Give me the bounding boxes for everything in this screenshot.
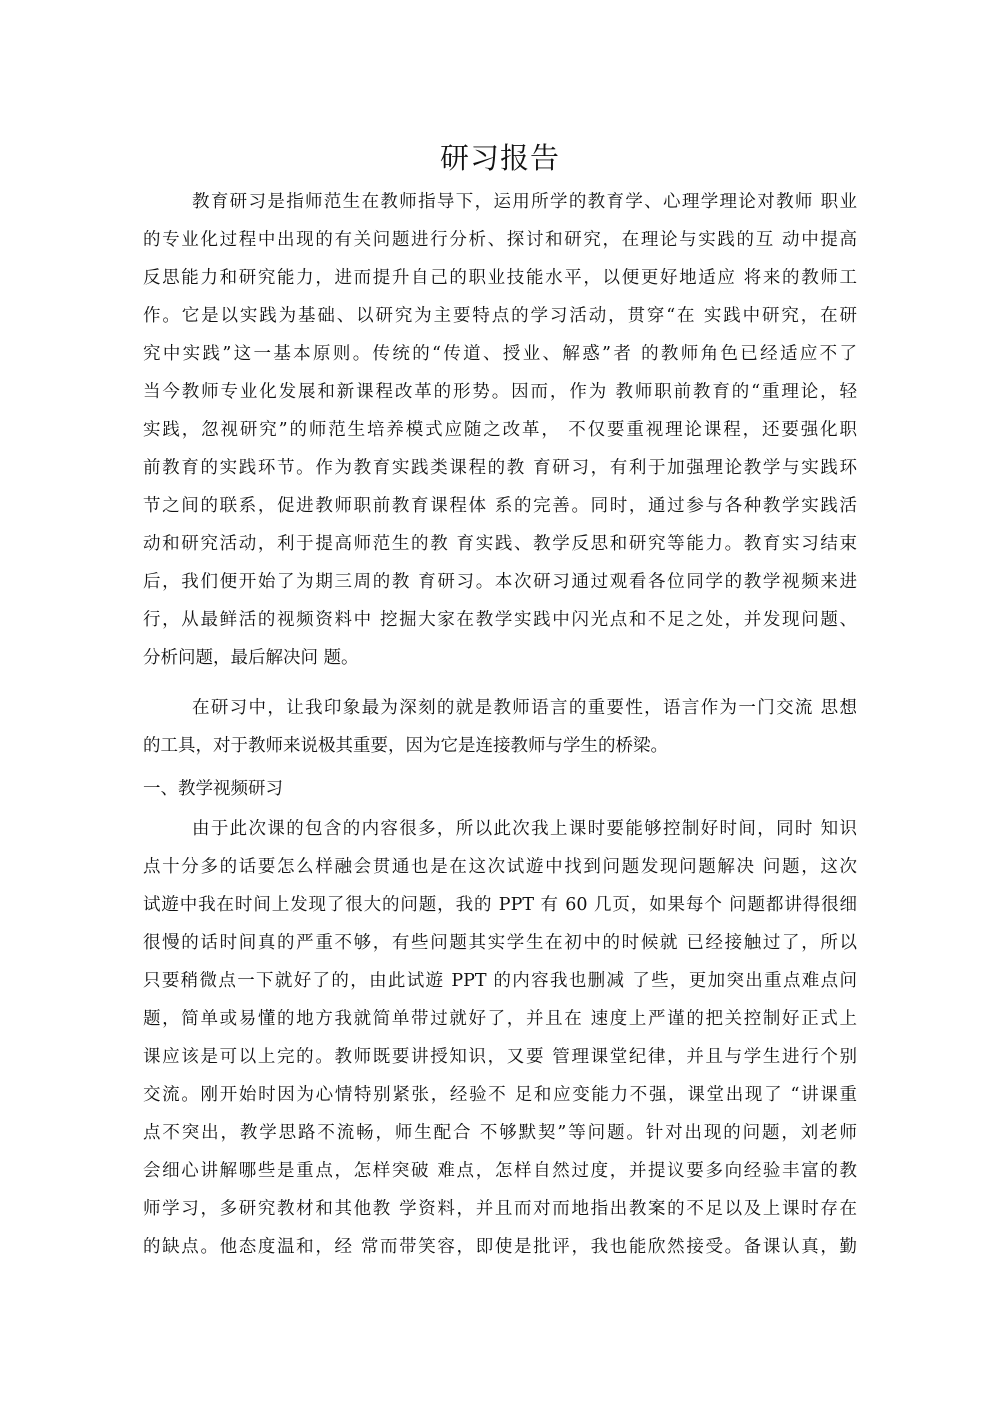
- paragraph-line: 交流。刚开始时因为心情特别紧张，经验不 足和应变能力不强，课堂出现了 “讲课重: [143, 1085, 857, 1105]
- paragraph-line: 教育研习是指师范生在教师指导下，运用所学的教育学、心理学理论对教师 职业: [192, 192, 857, 212]
- paragraph-line: 的工具，对于教师来说极其重要，因为它是连接教师与学生的桥梁。: [143, 736, 668, 756]
- paragraph-line: 实践，忽视研究”的师范生培养模式应随之改革， 不仅要重视理论课程，还要强化职: [143, 420, 857, 440]
- paragraph-line: 会细心讲解哪些是重点，怎样突破 难点，怎样自然过度，并提议要多向经验丰富的教: [143, 1161, 857, 1181]
- paragraph-line: 很慢的话时间真的严重不够，有些问题其实学生在初中的时候就 已经接触过了，所以: [143, 933, 857, 953]
- paragraph-line: 反思能力和研究能力，进而提升自己的职业技能水平，以便更好地适应 将来的教师工: [143, 268, 857, 288]
- paragraph-line: 节之间的联系，促进教师职前教育课程体 系的完善。同时，通过参与各种教学实践活: [143, 496, 857, 516]
- paragraph-line: 前教育的实践环节。作为教育实践类课程的教 育研习，有利于加强理论教学与实践环: [143, 458, 857, 478]
- paragraph-line: 的缺点。他态度温和，经 常而带笑容，即使是批评，我也能欣然接受。备课认真，勤: [143, 1237, 857, 1257]
- paragraph-line: 课应该是可以上完的。教师既要讲授知识，又要 管理课堂纪律，并且与学生进行个别: [143, 1047, 857, 1067]
- paragraph-line: 当今教师专业化发展和新课程改革的形势。因而，作为 教师职前教育的“重理论，轻: [143, 382, 857, 402]
- paragraph-line: 只要稍微点一下就好了的，由此试遊 PPT 的内容我也删减 了些，更加突出重点难点问: [143, 971, 857, 991]
- paragraph-line: 分析问题，最后解决问 题。: [143, 648, 359, 668]
- paragraph-line: 点不突出，教学思路不流畅，师生配合 不够默契”等问题。针对出现的问题，刘老师: [143, 1123, 857, 1143]
- paragraph-line: 试遊中我在时间上发现了很大的问题，我的 PPT 有 60 几页，如果每个 问题都讲得很细: [143, 895, 857, 915]
- paragraph-line: 后，我们便开始了为期三周的教 育研习。本次研习通过观看各位同学的教学视频来进: [143, 572, 857, 592]
- paragraph-line: 题，简单或易懂的地方我就简单带过就好了，并且在 速度上严谨的把关控制好正式上: [143, 1009, 857, 1029]
- paragraph-line: 师学习，多研究教材和其他教 学资料，并且而对而地指出教案的不足以及上课时存在: [143, 1199, 857, 1219]
- paragraph-line: 在研习中，让我印象最为深刻的就是教师语言的重要性，语言作为一门交流 思想: [192, 698, 857, 718]
- document-title: 研习报告: [439, 141, 560, 175]
- paragraph-line: 动和研究活动，利于提高师范生的教 育实践、教学反思和研究等能力。教育实习结束: [143, 534, 857, 554]
- paragraph-line: 点十分多的话要怎么样融会贯通也是在这次试遊中找到问题发现问题解决 问题，这次: [143, 857, 857, 877]
- paragraph-line: 由于此次课的包含的内容很多，所以此次我上课时要能够控制好时间，同时 知识: [192, 819, 857, 839]
- paragraph-line: 行，从最鲜活的视频资料中 挖掘大家在教学实践中闪光点和不足之处，并发现问题、: [143, 610, 857, 630]
- paragraph-line: 究中实践”这一基本原则。传统的“传道、授业、解惑”者 的教师角色已经适应不了: [143, 344, 857, 364]
- section-heading: 一、教学视频研习: [143, 779, 283, 799]
- paragraph-line: 的专业化过程中出现的有关问题进行分析、探讨和研究，在理论与实践的互 动中提高: [143, 230, 857, 250]
- paragraph-line: 作。它是以实践为基础、以研究为主要特点的学习活动，贯穿“在 实践中研究，在研: [143, 306, 857, 326]
